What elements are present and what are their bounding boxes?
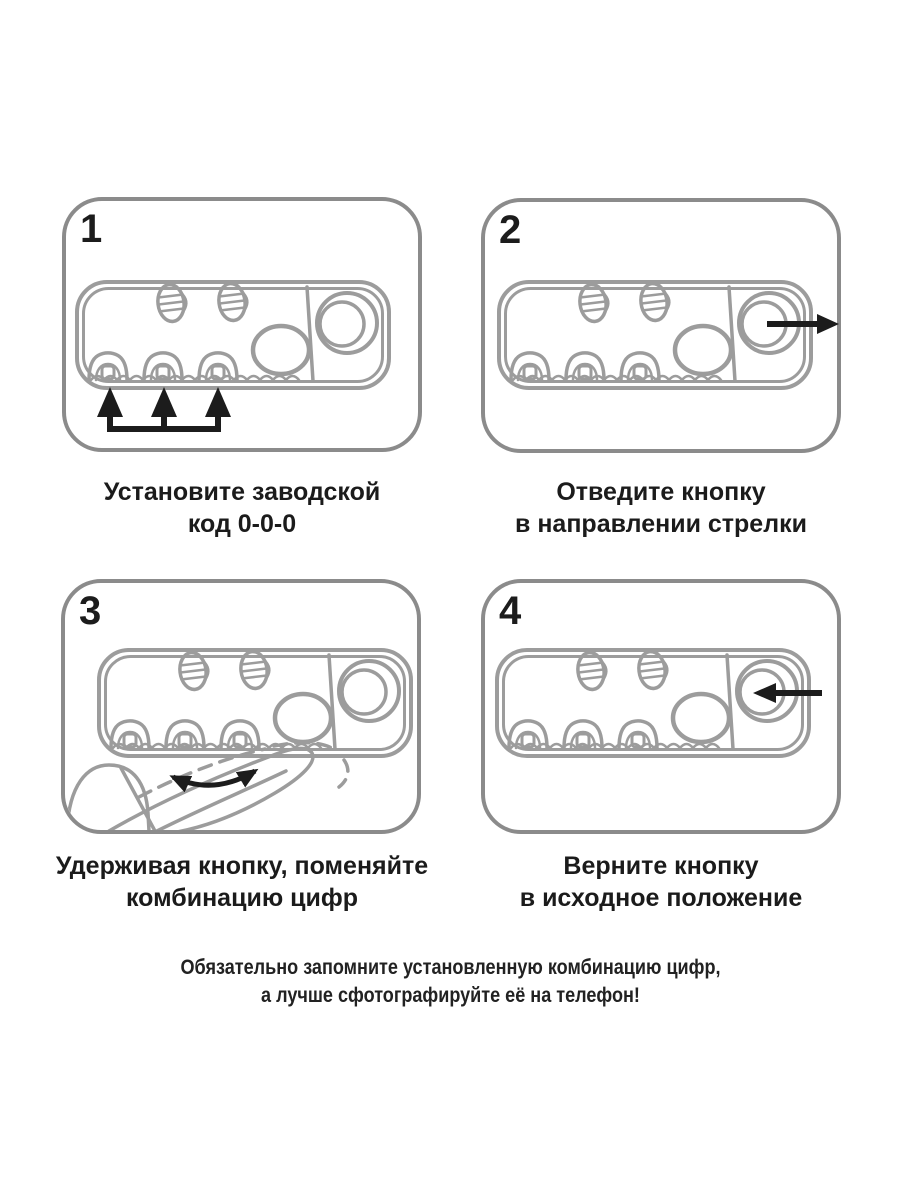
step-caption-2: [461, 476, 861, 540]
step1-illustration: [62, 197, 422, 452]
caption-line: код 0-0-0: [187, 510, 297, 538]
caption-line: Верните кнопку: [563, 852, 759, 880]
footer-line: а лучше сфотографируйте её на телефон!: [261, 984, 640, 1007]
step-panel-3: [61, 579, 421, 834]
step2-illustration: [481, 198, 841, 453]
step-number: 2: [499, 208, 522, 252]
footer-note: [0, 954, 901, 1010]
footer-line: Обязательно запомните установленную комбинацию цифр,: [180, 956, 721, 979]
step-number: 3: [79, 589, 102, 633]
caption-line: Установите заводской: [103, 478, 381, 506]
step-panel-1: [62, 197, 422, 452]
step4-illustration: [481, 579, 841, 834]
caption-line: в исходное положение: [519, 884, 803, 912]
step-caption-4: [461, 850, 861, 914]
step3-illustration: [61, 579, 421, 834]
panel-frame: [483, 581, 839, 832]
panel-frame: [63, 581, 419, 832]
caption-line: в направлении стрелки: [515, 510, 807, 538]
caption-line: Отведите кнопку: [556, 478, 766, 506]
caption-line: комбинацию цифр: [125, 884, 359, 912]
step-caption-1: [42, 476, 442, 540]
step-panel-4: [481, 579, 841, 834]
step-caption-3: [42, 850, 442, 914]
step-number: 1: [80, 207, 103, 251]
caption-line: Удерживая кнопку, поменяйте: [55, 852, 429, 880]
step-panel-2: [481, 198, 841, 453]
step-number: 4: [499, 589, 522, 633]
